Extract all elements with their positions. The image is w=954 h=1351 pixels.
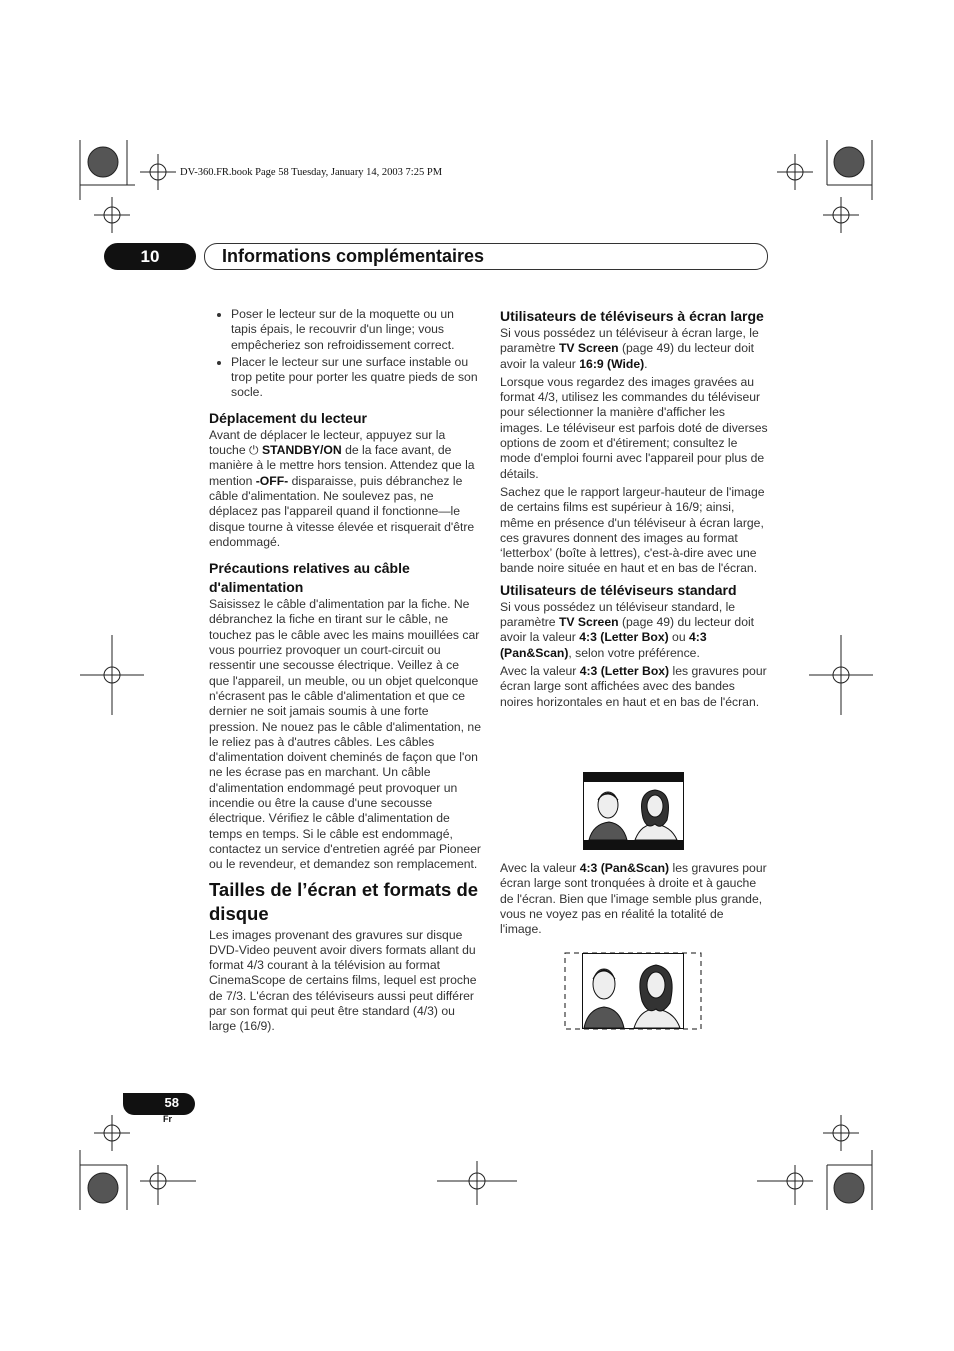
section-heading-power-cord: Précautions relatives au câble d'alimentation [209,560,410,596]
widescreen-paragraph-1: Si vous possédez un téléviseur à écran large, le paramètre TV Screen (page 49) du lecteur doit avoir la valeur 16:9 (Wide). [500,326,759,371]
chapter-title: Informations complémentaires [222,246,485,266]
list-item: • Poser le lecteur sur de la moquette ou un tapis épais, le recouvrir d'un linge; vous empêcheriez son refroidissement correct. [231,307,481,353]
letterbox-illustration [583,772,684,850]
section-heading-standard-tv: Utilisateurs de téléviseurs standard [500,581,737,598]
chapter-number: 10 [104,243,196,270]
panscan-illustration [564,951,702,1031]
list-item: • Placer le lecteur sur une surface instable ou trop petite pour porter les quatre pieds de son socle. [231,355,481,401]
standard-paragraph-2: Avec la valeur 4:3 (Letter Box) les gravures pour écran large sont affichées avec des bandes noires horizontales en haut et en bas de l'écran. [500,663,767,709]
right-column-top [500,307,768,713]
standard-paragraph-3: Avec la valeur 4:3 (Pan&Scan) les gravures pour écran large sont tronquées à droite et à gauche de l'écran. Bien que l'image semble plus grande, vous ne voyez pas en réalité la totalité de l'image. [500,861,767,937]
right-column-bottom [500,861,768,940]
moving-paragraph: Avant de déplacer le lecteur, appuyez sur la touche ⏻ STANDBY/ON de la face avant, de manière à le mettre hors tension. Attendez que la mention -OFF- disparaisse, puis débranchez le câble d'alimentation. Ne soulevez pas, ne déplacez pas l'appareil quand il fonctionne—le disque tourne à vitesse élevée et risquerait d'être endommagé. [209,427,475,549]
screen-formats-paragraph: Les images provenant des gravures sur disque DVD-Video peuvent avoir divers formats allant du format 4/3 courant à la télévision au format CinemaScope de certains films, lequel est proche de 7/3. L'écran des téléviseurs aussi peut différer par son format qui peut être standard (4/3) ou large (16/9). [209,927,477,1034]
widescreen-paragraph-2: Lorsque vous regardez des images gravées au format 4/3, utilisez les commandes du téléviseur pour sélectionner la manière d'afficher les images. Le téléviseur est parfois doté de diverses options de zoom et d'étirement; consultez le mode d'emploi fourni avec l'appareil pour plus de détails. [500,374,768,481]
book-header: DV-360.FR.book Page 58 Tuesday, January 14, 2003 7:25 PM [180,167,443,178]
widescreen-paragraph-3: Sachez que le rapport largeur-hauteur de l'image de certains films est supérieur à 16/9; ainsi, même en présence d'un téléviseur à écran large, ces gravures donnent des images au format ‘letterbox’ (boîte à lettres), c'est-à-dire avec une bande noire située en haut et en bas de l'écran. [500,484,765,576]
precautions-list [209,307,481,401]
left-column [209,307,481,1038]
power-icon: ⏻ [248,443,259,458]
standard-paragraph-1: Si vous possédez un téléviseur standard, le paramètre TV Screen (page 49) du lecteur doit avoir la valeur 4:3 (Letter Box) ou 4:3 (Pan&Scan), selon votre préférence. [500,599,755,660]
page-language: Fr [163,1114,172,1124]
section-heading-moving: Déplacement du lecteur [209,409,367,426]
page-number: 58 [123,1093,195,1115]
section-heading-widescreen: Utilisateurs de téléviseurs à écran large [500,308,764,324]
power-cord-paragraph: Saisissez le câble d'alimentation par la fiche. Ne débranchez la fiche en tirant sur le câble, ne touchez pas le câble avec les mains mouillées car vous pourriez provoquer un court-circuit ou ressentir une secousse électrique. Veillez à ce que l'appareil, un meuble, ou un objet quelconque n'écrasent pas le câble d'alimentation et que ce dernier ne soit jamais soumis à une forte pression. Ne nouez pas le câble d'alimentation, ne le reliez pas à d'autres câbles. Les câbles d'alimentation doivent cheminés de façon que l'on ne les écrase pas en marchant. Un câble d'alimentation endommagé peut provoquer un incendie ou être la cause d'une secousse électrique. Vérifiez le câble d'alimentation de temps en temps. Si le câble est endommagé, contactez un service d'entretien agréé par Pioneer ou le revendeur, et demandez son remplacement. [209,597,481,872]
section-heading-screen-formats: Tailles de l’écran et formats de disque [209,878,479,924]
